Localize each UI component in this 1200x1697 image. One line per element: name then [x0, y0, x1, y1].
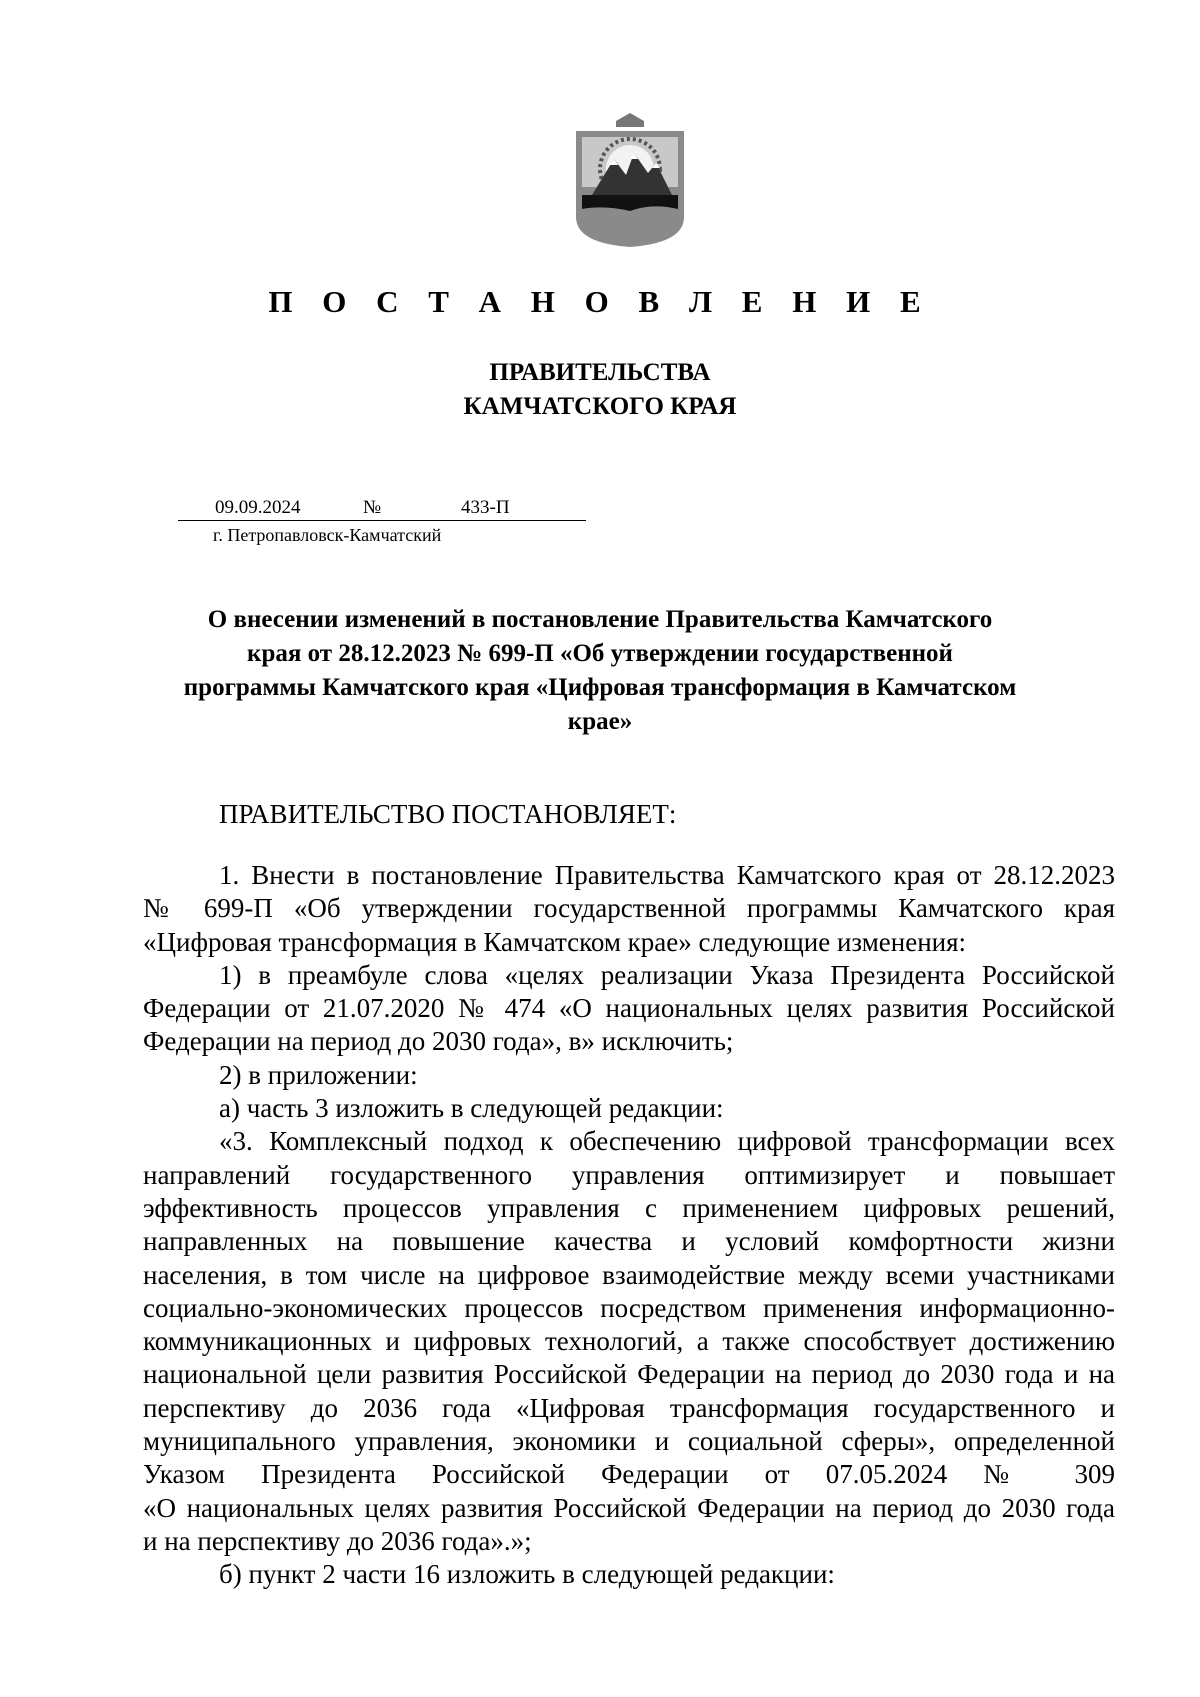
body-line: «Цифровая трансформация в Камчатском крае» следующие изменения:	[143, 926, 967, 957]
body-line: 2) в приложении:	[219, 1059, 418, 1090]
issuer-line: ПРАВИТЕЛЬСТВА	[489, 359, 711, 386]
document-body	[143, 859, 1115, 1592]
coat-of-arms-icon	[572, 113, 688, 247]
body-line: Федерации на период до 2030 года», в» исключить;	[143, 1026, 734, 1057]
issuer-line: КАМЧАТСКОГО КРАЯ	[463, 393, 737, 420]
document-date: 09.09.2024	[215, 497, 301, 518]
heading-line: края от 28.12.2023 № 699-П «Об утверждении государственной	[247, 640, 953, 667]
body-line: направленных на повышение качества и условий комфортности жизни	[143, 1226, 1115, 1257]
body-line: муниципального управления, экономики и социальной сферы», определенной	[143, 1426, 1115, 1457]
heading-line: крае»	[567, 708, 633, 735]
body-line: 1) в преамбуле слова «целях реализации Указа Президента Российской	[219, 959, 1115, 990]
body-line: б) пункт 2 части 16 изложить в следующей редакции:	[219, 1559, 835, 1590]
number-sign: №	[363, 497, 382, 518]
body-line: № 699-П «Об утверждении государственной программы Камчатского края	[143, 893, 1115, 924]
document-type-title: П О С Т А Н О В Л Е Н И Е	[268, 284, 932, 319]
document-heading	[120, 603, 1080, 739]
body-line: 1. Внести в постановление Правительства Камчатского края от 28.12.2023	[219, 860, 1115, 890]
body-line: и на перспективу до 2036 года».»;	[143, 1525, 532, 1556]
city-label: г. Петропавловск-Камчатский	[213, 525, 442, 545]
body-line: «3. Комплексный подход к обеспечению цифровой трансформации всех	[219, 1126, 1115, 1157]
heading-line: программы Камчатского края «Цифровая трансформация в Камчатском	[183, 674, 1017, 701]
body-line: национальной цели развития Российской Федерации на период до 2030 года и на	[143, 1359, 1115, 1390]
body-line: Указом Президента Российской Федерации от 07.05.2024 № 309	[143, 1459, 1115, 1490]
date-number-line	[178, 490, 586, 521]
body-line: Федерации от 21.07.2020 № 474 «О национальных целях развития Российской	[143, 993, 1115, 1024]
body-line: эффективность процессов управления с применением цифровых решений,	[143, 1192, 1115, 1223]
body-line: социально-экономических процессов посредством применения информационно-	[143, 1292, 1115, 1323]
body-line: коммуникационных и цифровых технологий, а также способствует достижению	[143, 1326, 1115, 1357]
resolves-heading: ПРАВИТЕЛЬСТВО ПОСТАНОВЛЯЕТ:	[219, 799, 677, 829]
body-line: перспективу до 2036 года «Цифровая трансформация государственного и	[143, 1392, 1115, 1423]
body-line: а) часть 3 изложить в следующей редакции:	[219, 1093, 724, 1124]
document-number: 433-П	[461, 497, 510, 518]
issuer-heading	[0, 356, 1200, 424]
body-line: населения, в том числе на цифровое взаимодействие между всеми участниками	[143, 1259, 1115, 1290]
body-line: направлений государственного управления оптимизирует и повышает	[143, 1159, 1115, 1190]
heading-line: О внесении изменений в постановление Правительства Камчатского	[207, 606, 993, 633]
body-line: «О национальных целях развития Российской Федерации на период до 2030 года	[143, 1492, 1115, 1523]
